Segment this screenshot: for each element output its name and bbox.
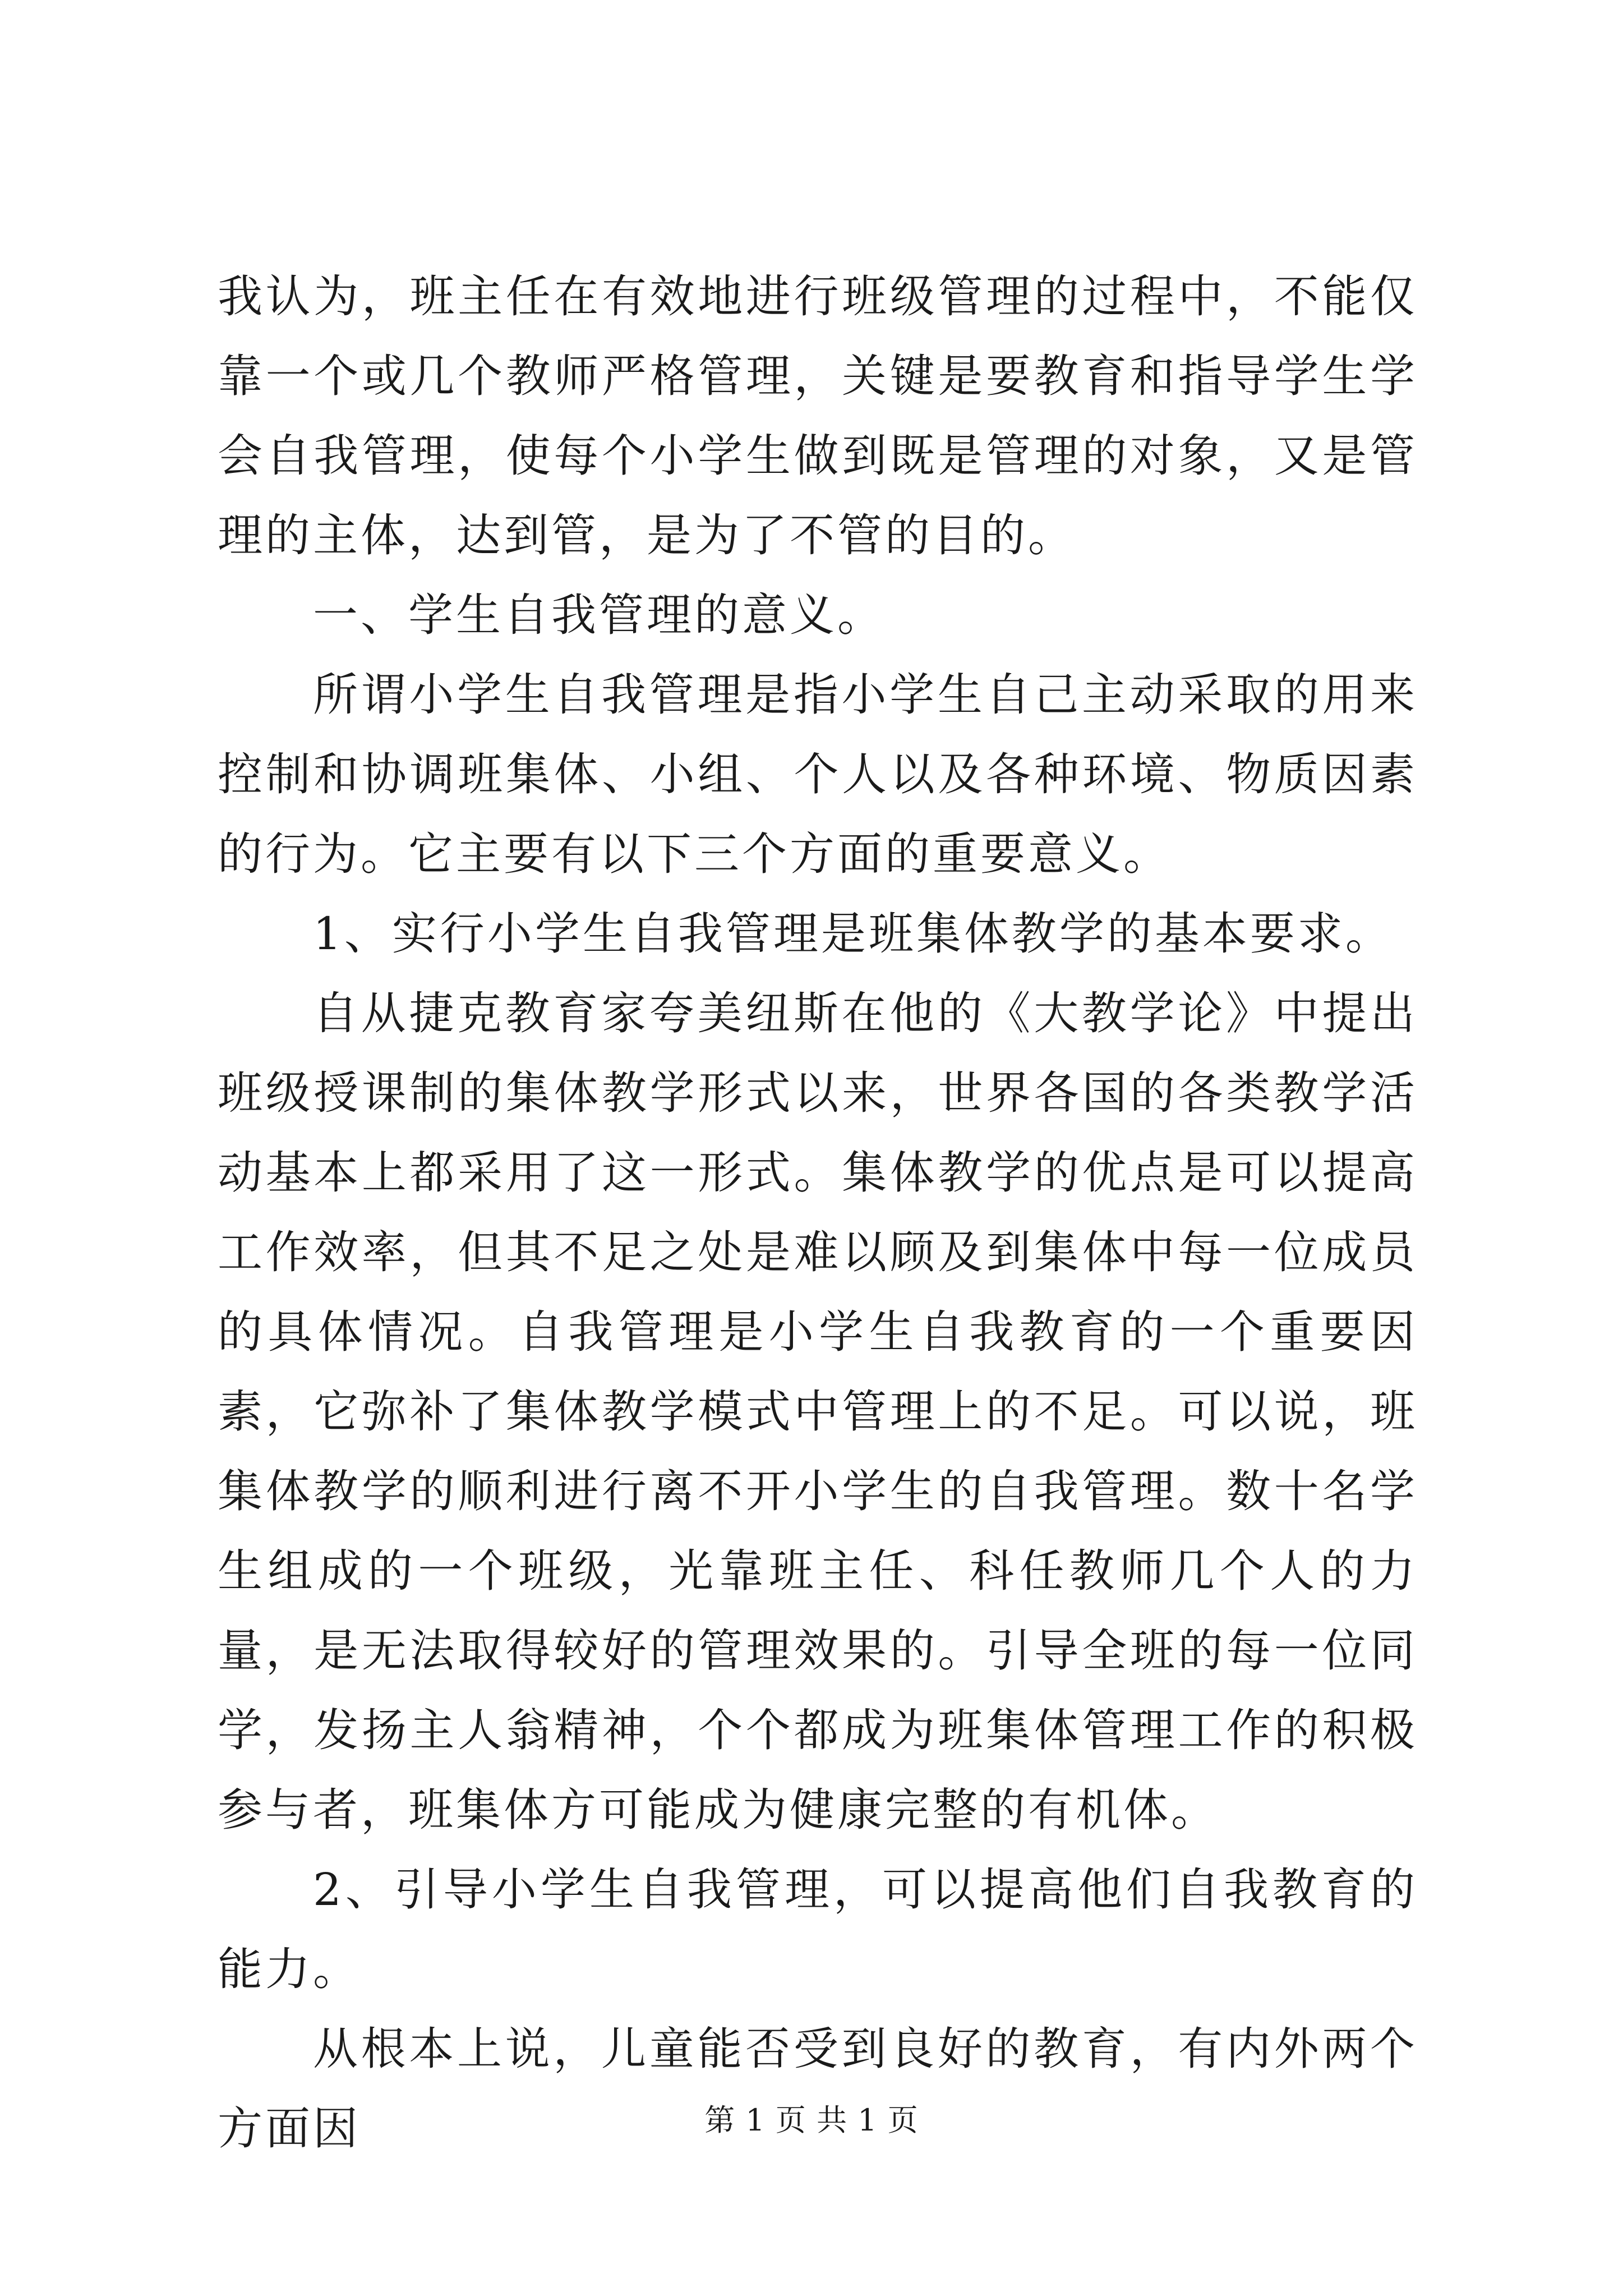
paragraph-fundamental: 从根本上说，儿童能否受到良好的教育，有内外两个方面因 (218, 2023, 1418, 2155)
section-heading-1: 一、学生自我管理的意义。 (313, 589, 885, 641)
paragraph-intro: 我认为，班主任在有效地进行班级管理的过程中，不能仅靠一个或几个教师严格管理，关键是要教育和指导学生学会自我管理，使每个小学生做到既是管理的对象，又是管理的主体，达到管，是为了不管的目的。 (218, 270, 1418, 562)
subheading-2: 2、引导小学生自我管理，可以提高他们自我教育的能力。 (218, 1864, 1418, 1995)
paragraph-comenius: 自从捷克教育家夸美纽斯在他的《大教学论》中提出班级授课制的集体教学形式以来，世界各国的各类教学活动基本上都采用了这一形式。集体教学的优点是可以提高工作效率，但其不足之处是难以顾及到集体中每一位成员的具体情况。自我管理是小学生自我教育的一个重要因素，它弥补了集体教学模式中管理上的不足。可以说，班集体教学的顺利进行离不开小学生的自我管理。数十名学生组成的一个班级，光靠班主任、科任教师几个人的力量，是无法取得较好的管理效果的。引导全班的每一位同学，发扬主人翁精神，个个都成为班集体管理工作的积极参与者，班集体方可能成为健康完整的有机体。 (218, 987, 1418, 1836)
subheading-1: 1、实行小学生自我管理是班集体教学的基本要求。 (313, 908, 1393, 960)
paragraph-definition: 所谓小学生自我管理是指小学生自己主动采取的用来控制和协调班集体、小组、个人以及各种环境、物质因素的行为。它主要有以下三个方面的重要意义。 (218, 669, 1418, 880)
document-body (218, 257, 1418, 2169)
page-footer: 第 1 页 共 1 页 (704, 2102, 919, 2138)
